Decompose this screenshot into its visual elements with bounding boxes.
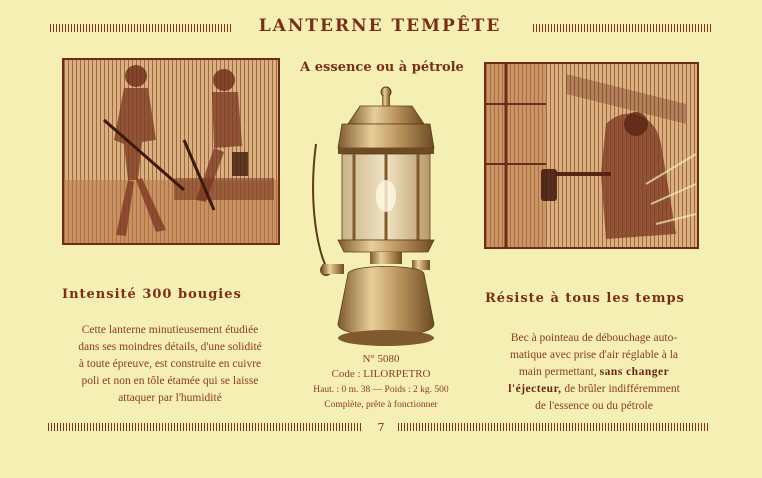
right-line-2: matique avec prise d'air réglable à la	[509, 349, 679, 361]
left-heading: Intensité 300 bougies	[62, 287, 242, 302]
page-subtitle: A essence ou à pétrole	[300, 60, 464, 75]
woodcutters-drawing	[64, 60, 278, 243]
storm-drawing	[486, 64, 697, 247]
page-title: LANTERNE TEMPÊTE	[258, 16, 502, 36]
right-line-4-b: de brûler indifféremment	[561, 383, 680, 395]
left-line-1: Cette lanterne minutieusement étudiée	[81, 324, 259, 336]
left-line-2: dans ses moindres détails, d'une solidité	[78, 341, 262, 353]
product-dimensions: Haut. : 0 m. 38 — Poids : 2 kg. 500	[313, 385, 449, 395]
right-description	[474, 330, 714, 415]
left-line-5: attaquer par l'humidité	[118, 392, 222, 404]
bottom-rule-left	[48, 423, 362, 431]
right-line-3-emphasis: sans changer	[599, 366, 670, 378]
left-line-3: à toute épreuve, est construite en cuivre	[78, 358, 262, 370]
bottom-rule-right	[398, 423, 710, 431]
product-status: Complète, prête à fonctionner	[324, 400, 438, 410]
woodcutters-illustration	[62, 58, 280, 245]
lantern-illustration	[308, 84, 444, 352]
top-rule-left	[50, 24, 233, 32]
right-heading: Résiste à tous les temps	[485, 291, 685, 306]
product-code: Code : LILORPETRO	[331, 368, 431, 380]
storm-illustration	[484, 62, 699, 249]
right-line-3	[474, 364, 714, 381]
page-number: 7	[377, 421, 385, 434]
product-number: N° 5080	[362, 353, 400, 365]
left-description	[54, 322, 286, 407]
left-line-4: poli et non en tôle étamée qui se laisse	[81, 375, 259, 387]
top-rule-right	[533, 24, 711, 32]
right-line-4-emphasis: l'éjecteur,	[508, 383, 562, 395]
right-line-5: de l'essence ou du pétrole	[535, 400, 653, 412]
right-line-1: Bec à pointeau de débouchage auto-	[510, 332, 678, 344]
right-line-4	[474, 381, 714, 398]
right-line-3-a: main permettant,	[518, 366, 600, 378]
